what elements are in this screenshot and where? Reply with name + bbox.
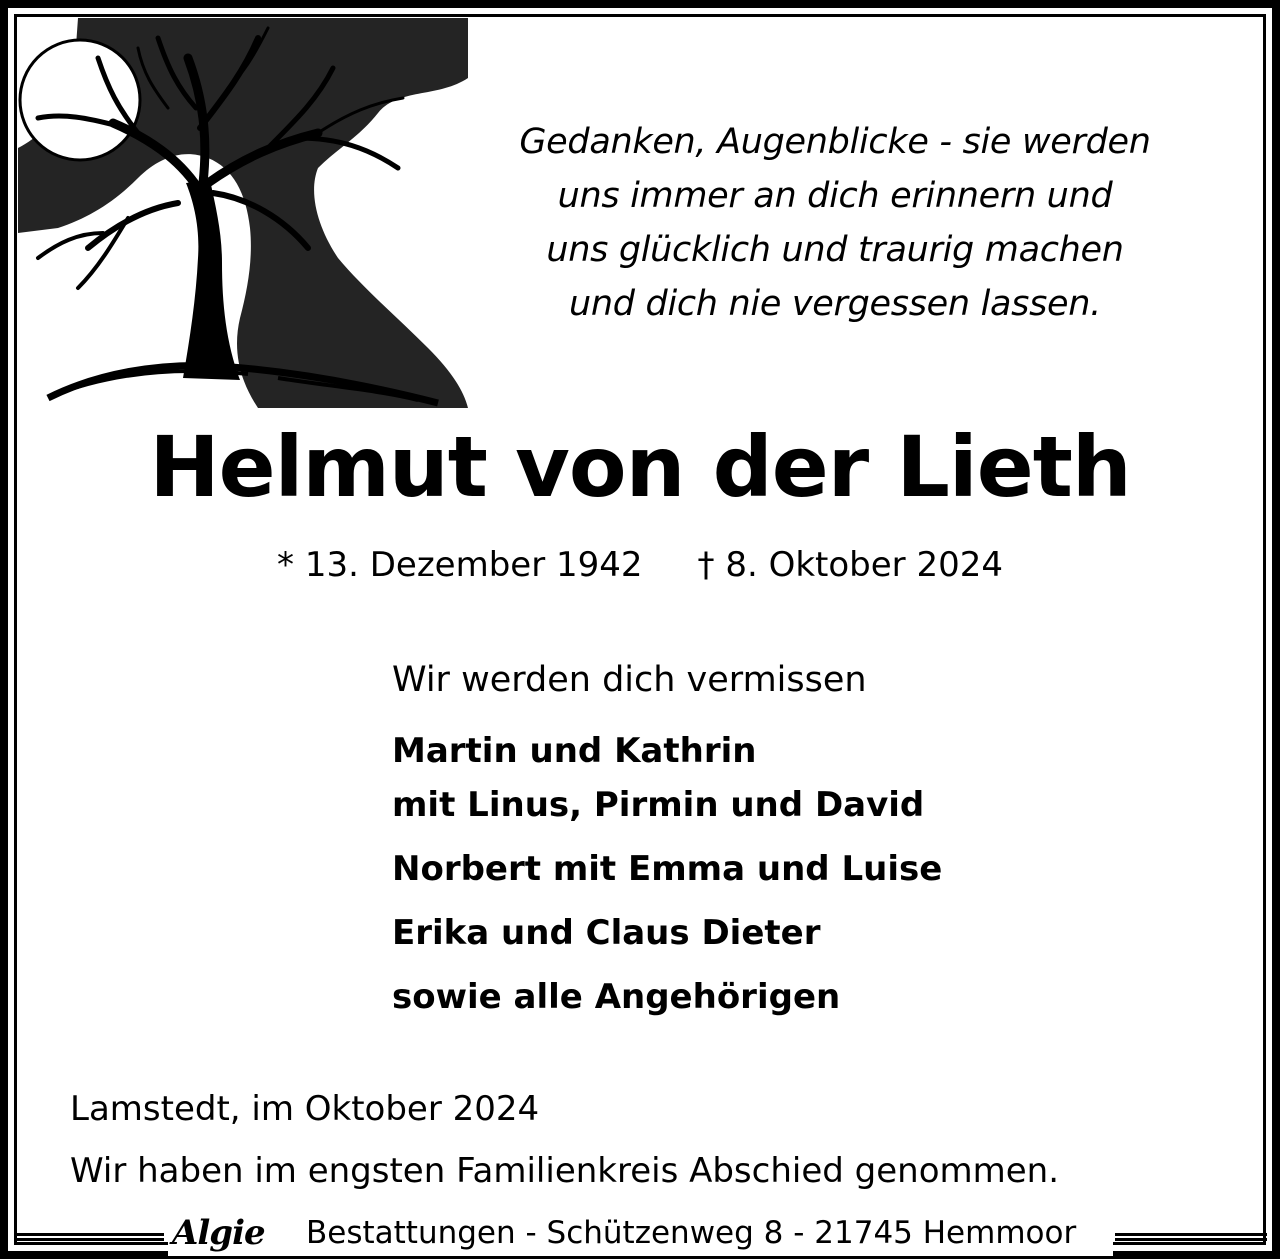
funeral-home-footer	[168, 1210, 1113, 1256]
verse-line: Gedanken, Augenblicke - sie werden	[519, 122, 1151, 162]
footer-rule-left	[14, 1233, 164, 1241]
verse-line: und dich nie vergessen lassen.	[569, 284, 1101, 324]
deceased-name: Helmut von der Lieth	[149, 418, 1131, 516]
death-date: † 8. Oktober 2024	[697, 545, 1003, 585]
mourner-line: Norbert mit Emma und Luise	[392, 849, 943, 889]
life-dates	[0, 540, 1280, 590]
mourner-line: sowie alle Angehörigen	[392, 977, 841, 1017]
birth-date: * 13. Dezember 1942	[277, 545, 643, 585]
verse-line: uns immer an dich erinnern und	[557, 176, 1113, 216]
mourners-intro: Wir werden dich vermissen	[392, 660, 867, 700]
memorial-verse	[490, 115, 1180, 331]
funeral-home-logo: Algie	[172, 1213, 265, 1253]
mourner-line: Martin und Kathrin	[392, 731, 757, 771]
mourner-line: Erika und Claus Dieter	[392, 913, 821, 953]
place-date: Lamstedt, im Oktober 2024	[70, 1089, 540, 1129]
farewell-note: Wir haben im engsten Familienkreis Abschied genommen.	[70, 1151, 1060, 1191]
verse-line: uns glücklich und traurig machen	[546, 230, 1124, 270]
mourner-line: mit Linus, Pirmin und David	[392, 785, 925, 825]
tree-moon-illustration	[18, 18, 468, 408]
footer-rule-right	[1115, 1233, 1267, 1241]
funeral-home-address: Bestattungen - Schützenweg 8 - 21745 Hemmoor	[306, 1215, 1077, 1251]
